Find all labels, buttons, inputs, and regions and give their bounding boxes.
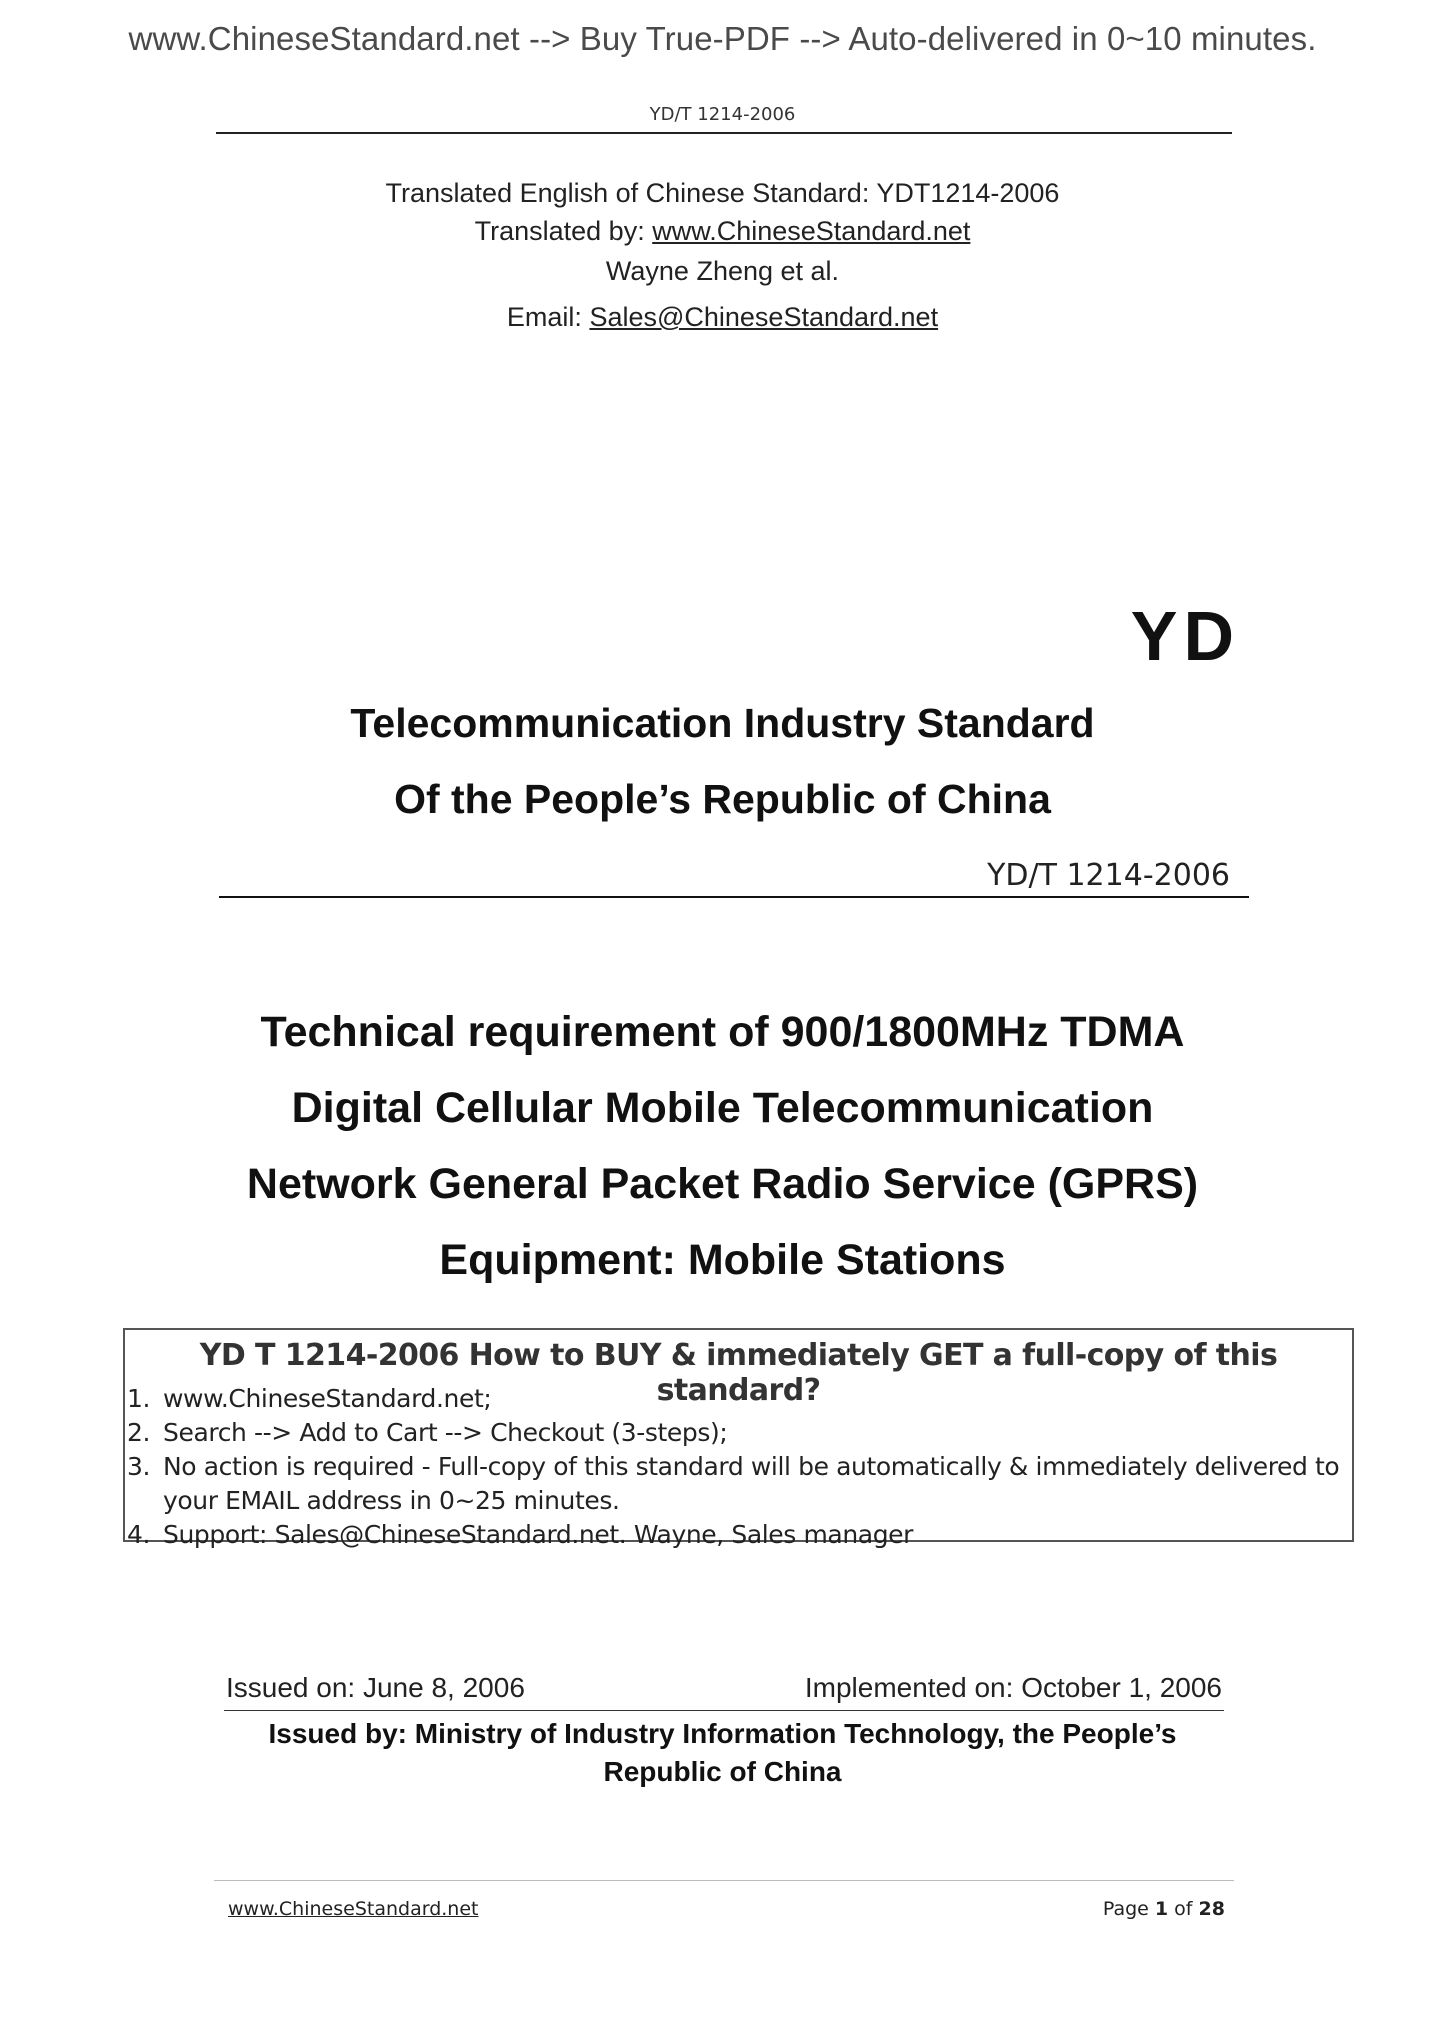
dates-rule <box>224 1710 1224 1711</box>
translation-title: Translated English of Chinese Standard: YDT1214-2006 <box>385 178 1060 208</box>
email-link[interactable]: Sales@ChineseStandard.net <box>589 302 939 332</box>
industry-title-line1: Telecommunication Industry Standard <box>350 700 1095 746</box>
translated-by-label: Translated by: <box>474 216 653 246</box>
issued-by-line2: Republic of China <box>603 1756 842 1787</box>
top-banner: www.ChineseStandard.net --> Buy True-PDF --> Auto-delivered in 0~10 minutes. <box>128 20 1317 57</box>
list-item-number: 4. <box>127 1520 151 1549</box>
main-title-line1: Technical requirement of 900/1800MHz TDMA <box>260 1008 1185 1056</box>
header-standard-code: YD/T 1214-2006 <box>649 104 796 125</box>
main-title-line4: Equipment: Mobile Stations <box>439 1236 1006 1284</box>
list-item-number: 1. <box>127 1384 151 1413</box>
list-item <box>127 1416 1353 1450</box>
page-total: 28 <box>1198 1898 1225 1920</box>
page-of-label: of <box>1168 1898 1199 1920</box>
issued-by-line1: Issued by: Ministry of Industry Information Technology, the People’s <box>268 1718 1177 1749</box>
list-item-text: No action is required - Full-copy of this standard will be automatically & immediately delivered to your EMAIL address in 0~25 minutes. <box>163 1452 1340 1515</box>
standard-code: YD/T 1214-2006 <box>987 858 1230 893</box>
purchase-info-box <box>123 1328 1354 1549</box>
page-number <box>1000 1898 1225 1920</box>
translator-authors: Wayne Zheng et al. <box>605 256 840 286</box>
list-item-text: Search --> Add to Cart --> Checkout (3-steps); <box>163 1418 728 1447</box>
main-title-line2: Digital Cellular Mobile Telecommunication <box>291 1084 1154 1132</box>
list-item <box>127 1382 1353 1416</box>
footer-rule <box>214 1880 1234 1881</box>
list-item <box>127 1450 1353 1518</box>
email-label: Email: <box>506 302 590 332</box>
list-item-text: www.ChineseStandard.net; <box>163 1384 492 1413</box>
page-current: 1 <box>1154 1898 1169 1920</box>
standard-code-rule <box>219 896 1249 898</box>
purchase-steps-list <box>127 1382 1353 1552</box>
list-item-number: 3. <box>127 1452 151 1481</box>
header-rule <box>216 132 1232 134</box>
translator-website-link[interactable]: www.ChineseStandard.net <box>652 216 971 246</box>
translated-by-line <box>0 216 1445 247</box>
email-line <box>0 302 1445 333</box>
yd-logo: YD <box>1130 597 1240 675</box>
issued-date: Issued on: June 8, 2006 <box>226 1672 525 1703</box>
industry-title-line2: Of the People’s Republic of China <box>394 776 1051 822</box>
purchase-box-title: YD T 1214-2006 How to BUY & immediately GET a full-copy of this standard? <box>199 1338 1278 1408</box>
page-label: Page <box>1102 1898 1155 1920</box>
footer-website-link[interactable]: www.ChineseStandard.net <box>228 1898 479 1920</box>
list-item <box>127 1518 1353 1552</box>
list-item-number: 2. <box>127 1418 151 1447</box>
list-item-text: Support: Sales@ChineseStandard.net. Wayne, Sales manager <box>163 1520 914 1549</box>
main-title-line3: Network General Packet Radio Service (GPRS) <box>246 1160 1199 1208</box>
implemented-date: Implemented on: October 1, 2006 <box>804 1672 1222 1703</box>
